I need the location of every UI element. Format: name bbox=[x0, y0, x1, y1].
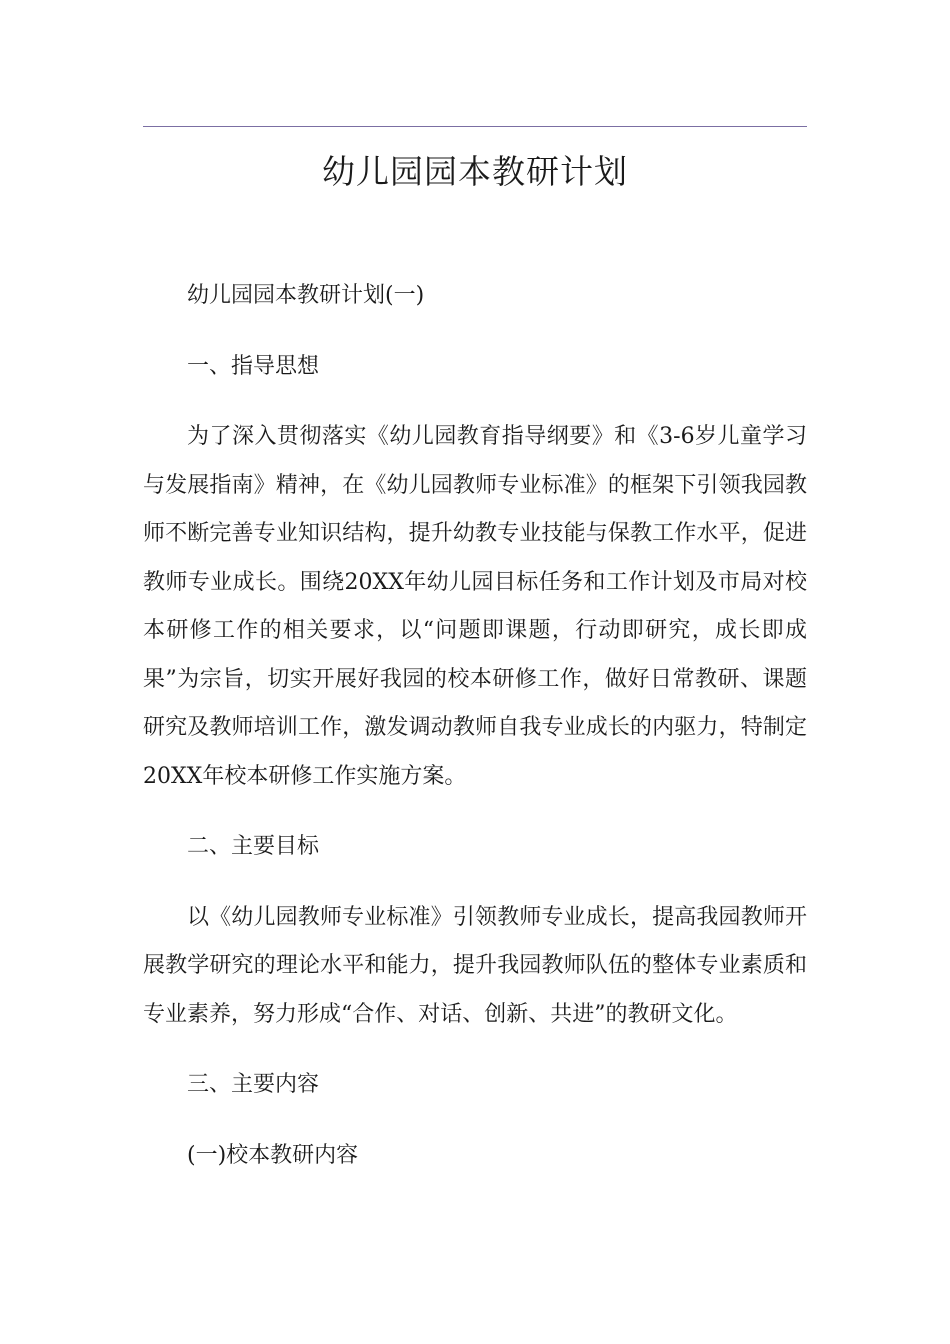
header-divider bbox=[143, 126, 807, 127]
section-heading-main-goals: 二、主要目标 bbox=[187, 834, 320, 859]
section-heading-main-content: 三、主要内容 bbox=[187, 1072, 320, 1097]
section-paragraph-guiding-ideology: 为了深入贯彻落实《幼儿园教育指导纲要》和《3-6岁儿童学习与发展指南》精神，在《幼儿园教师专业标准》的框架下引领我园教师不断完善专业知识结构，提升幼教专业技能与保教工作水平，促进教师专业成长。围绕20XX年幼儿园目标任务和工作计划及市局对校本研修工作的相关要求，以“问题即课题，行动即研究，成长即成果”为宗旨，切实开展好我园的校本研修工作，做好日常教研、课题研究及教师培训工作，激发调动教师自我专业成长的内驱力，特制定20XX年校本研修工作实施方案。 bbox=[143, 424, 807, 789]
section-heading-guiding-ideology: 一、指导思想 bbox=[187, 353, 320, 379]
section-paragraph-main-goals: 以《幼儿园教师专业标准》引领教师专业成长，提高我园教师开展教学研究的理论水平和能力，提升我园教师队伍的整体专业素质和专业素养，努力形成“合作、对话、创新、共进”的教研文化。 bbox=[143, 904, 807, 1027]
section-subheading-school-research-content: (一)校本教研内容 bbox=[187, 1142, 359, 1168]
document-title: 幼儿园园本教研计划 bbox=[322, 152, 628, 191]
document-body bbox=[143, 272, 807, 1202]
document-subtitle: 幼儿园园本教研计划(一) bbox=[187, 283, 425, 308]
